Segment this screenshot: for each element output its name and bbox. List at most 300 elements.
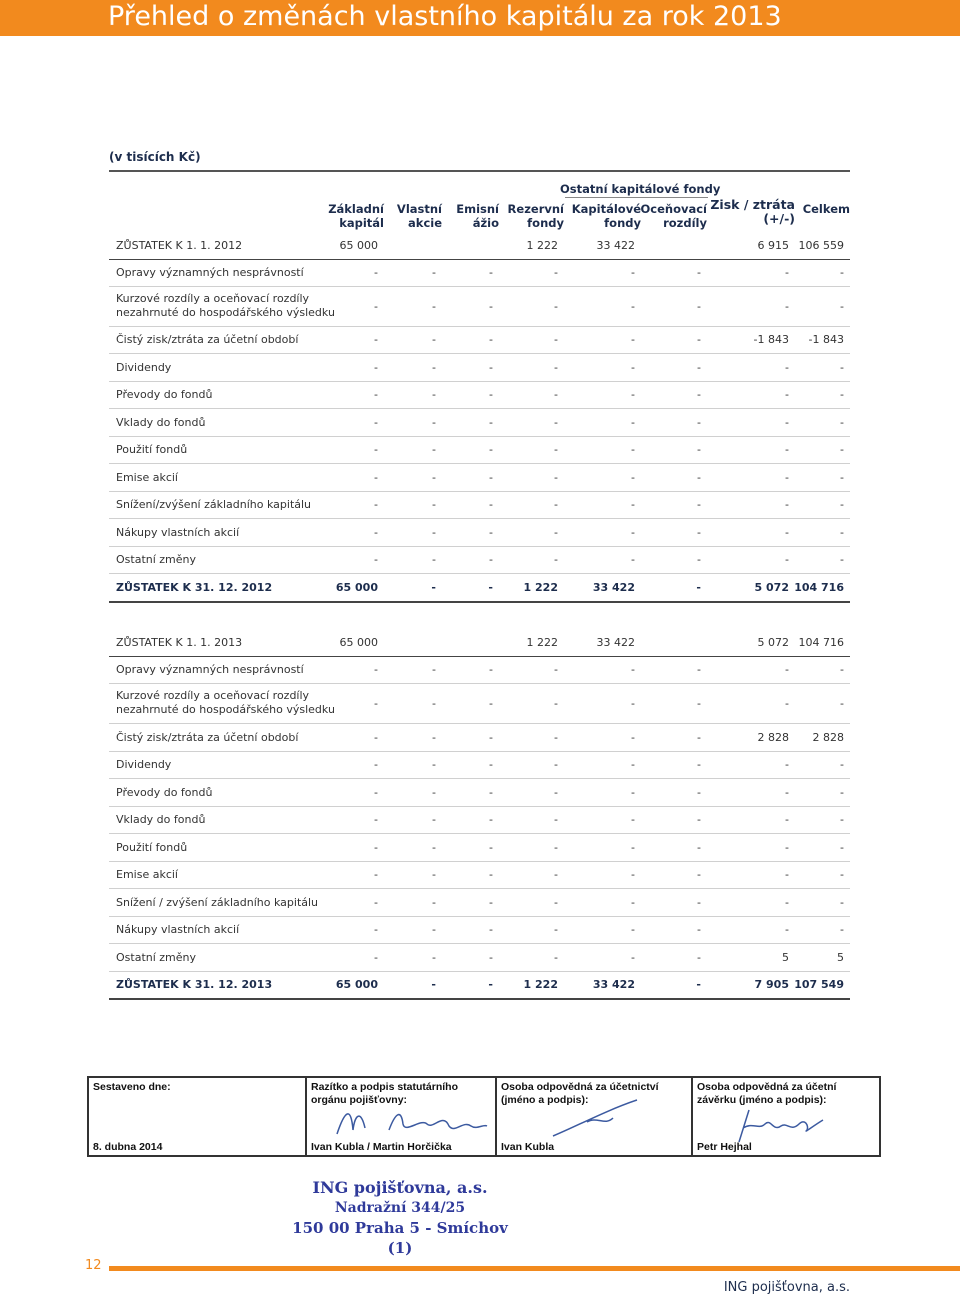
row-cell: 65 000 xyxy=(335,978,378,991)
row-cell: - xyxy=(489,361,493,374)
row-cell: - xyxy=(785,663,789,676)
row-cell: - xyxy=(432,841,436,854)
row-cell: - xyxy=(489,471,493,484)
row-cell: - xyxy=(432,443,436,456)
row-cell: 1 222 xyxy=(523,581,558,594)
row-cell: - xyxy=(697,786,701,799)
accounting-label-line2: (jméno a podpis): xyxy=(501,1094,589,1106)
table-row xyxy=(109,971,850,1000)
column-header-line1: Vlastní xyxy=(396,202,442,216)
page-number: 12 xyxy=(85,1258,102,1273)
row-cell: - xyxy=(840,416,844,429)
row-cell: - xyxy=(489,896,493,909)
row-cell: - xyxy=(554,498,558,511)
row-label: Čistý zisk/ztráta za účetní období xyxy=(116,332,299,346)
column-header-line2: akcie xyxy=(408,216,442,230)
row-cell: - xyxy=(489,951,493,964)
row-cell: 1 222 xyxy=(526,239,558,252)
row-cell: 65 000 xyxy=(335,581,378,594)
row-cell: - xyxy=(785,841,789,854)
row-cell: - xyxy=(489,758,493,771)
table-row xyxy=(109,861,850,889)
row-cell: - xyxy=(697,553,701,566)
row-cell: - xyxy=(785,526,789,539)
row-cell: - xyxy=(489,416,493,429)
column-header-line2: fondy xyxy=(604,216,641,230)
row-cell: - xyxy=(697,696,701,710)
row-cell: - xyxy=(374,299,378,313)
row-cell: - xyxy=(631,388,635,401)
row-cell: - xyxy=(785,388,789,401)
row-cell: - xyxy=(432,758,436,771)
column-header-line1: Oceňovací xyxy=(640,202,707,216)
column-header-line1: Kapitálové xyxy=(571,202,641,216)
row-cell: - xyxy=(374,443,378,456)
table-row xyxy=(109,436,850,464)
row-cell: - xyxy=(631,663,635,676)
row-cell: - xyxy=(840,868,844,881)
row-cell: - xyxy=(631,896,635,909)
row-cell: - xyxy=(432,786,436,799)
row-cell: - xyxy=(631,758,635,771)
row-cell: - xyxy=(374,361,378,374)
row-cell: - xyxy=(488,978,493,991)
stamp-line-2: Nadražní 344/25 xyxy=(334,1200,466,1216)
row-cell: 1 222 xyxy=(523,978,558,991)
row-cell: - xyxy=(489,299,493,313)
row-cell: - xyxy=(840,786,844,799)
row-cell: - xyxy=(432,731,436,744)
row-label: ZŮSTATEK K 1. 1. 2013 xyxy=(116,635,243,649)
table-row xyxy=(109,944,850,972)
row-cell: - xyxy=(489,868,493,881)
row-cell: - xyxy=(374,841,378,854)
row-label: Čistý zisk/ztráta za účetní období xyxy=(116,730,299,744)
compiled-cell xyxy=(89,1078,305,1155)
row-cell: - xyxy=(432,471,436,484)
row-cell: - xyxy=(840,663,844,676)
column-header-line1: Emisní xyxy=(456,202,499,216)
row-cell: - xyxy=(374,526,378,539)
row-cell: - xyxy=(374,416,378,429)
row-cell: - xyxy=(554,471,558,484)
table-row xyxy=(109,574,850,603)
closing-signature xyxy=(729,1104,839,1146)
row-cell: - xyxy=(631,841,635,854)
row-cell: - xyxy=(554,333,558,346)
row-cell: - xyxy=(432,868,436,881)
row-cell: - xyxy=(697,361,701,374)
closing-label-line1: Osoba odpovědná za účetní xyxy=(697,1081,837,1093)
column-header-line1: Rezervní xyxy=(507,202,564,216)
row-label: Emise akcií xyxy=(116,867,178,881)
row-cell: - xyxy=(697,663,701,676)
row-cell: - xyxy=(697,526,701,539)
row-cell: - xyxy=(697,416,701,429)
row-cell: - xyxy=(374,731,378,744)
row-label: Převody do fondů xyxy=(116,785,213,799)
row-cell: - xyxy=(631,361,635,374)
column-header-line2: Celkem xyxy=(802,202,850,216)
row-cell: 33 422 xyxy=(596,636,635,649)
table-row xyxy=(109,464,850,492)
row-cell: - xyxy=(697,266,701,279)
table-row xyxy=(109,779,850,807)
row-cell: - xyxy=(840,526,844,539)
row-cell: - xyxy=(554,553,558,566)
row-cell: 5 072 xyxy=(754,581,789,594)
row-cell: - xyxy=(554,299,558,313)
row-cell: 5 072 xyxy=(757,636,789,649)
row-cell: 104 716 xyxy=(798,636,844,649)
row-cell: - xyxy=(840,388,844,401)
row-cell: - xyxy=(554,868,558,881)
row-cell: - xyxy=(785,696,789,710)
table-row xyxy=(109,889,850,917)
row-cell: - xyxy=(374,696,378,710)
row-cell: 5 xyxy=(837,951,844,964)
row-cell: - xyxy=(488,581,493,594)
row-label: Nákupy vlastních akcií xyxy=(116,525,240,539)
row-cell: - xyxy=(432,361,436,374)
row-cell: 7 905 xyxy=(754,978,789,991)
row-cell: 6 915 xyxy=(757,239,789,252)
row-cell: - xyxy=(631,951,635,964)
row-cell: - xyxy=(554,443,558,456)
row-cell: - xyxy=(432,416,436,429)
row-cell: 65 000 xyxy=(339,636,378,649)
group-header: Ostatní kapitálové fondy xyxy=(560,182,721,196)
row-cell: - xyxy=(554,758,558,771)
column-header-line2: (+/-) xyxy=(763,211,795,226)
row-cell: - xyxy=(432,526,436,539)
row-label: Dividendy xyxy=(116,360,172,374)
row-cell: - xyxy=(840,923,844,936)
row-cell: - xyxy=(554,663,558,676)
row-cell: - xyxy=(631,266,635,279)
row-cell: - xyxy=(432,553,436,566)
row-cell: - xyxy=(374,471,378,484)
row-cell: - xyxy=(374,813,378,826)
row-label: Opravy významných nesprávností xyxy=(116,265,304,279)
row-cell: 33 422 xyxy=(592,978,635,991)
row-cell: - xyxy=(785,361,789,374)
row-cell: - xyxy=(840,361,844,374)
row-cell: - xyxy=(631,471,635,484)
table-row xyxy=(109,751,850,779)
row-cell: - xyxy=(696,978,701,991)
accounting-label-line1: Osoba odpovědná za účetnictví xyxy=(501,1081,659,1093)
table-row xyxy=(109,381,850,409)
column-header-line1: Základní xyxy=(328,202,384,216)
row-cell: - xyxy=(697,299,701,313)
row-cell: - xyxy=(374,786,378,799)
row-cell: - xyxy=(374,498,378,511)
row-cell: - xyxy=(374,266,378,279)
closing-name: Petr Hejhal xyxy=(697,1141,752,1153)
row-cell: - xyxy=(697,923,701,936)
table-top-rule xyxy=(109,170,850,172)
statutory-label-line2: orgánu pojišťovny: xyxy=(311,1094,408,1106)
row-cell: - xyxy=(374,663,378,676)
row-cell: - xyxy=(785,498,789,511)
row-cell: - xyxy=(431,978,436,991)
table-row xyxy=(109,409,850,437)
unit-note: (v tisících Kč) xyxy=(109,150,201,164)
table-row xyxy=(109,724,850,752)
row-cell: - xyxy=(432,266,436,279)
row-label: Ostatní změny xyxy=(116,950,197,964)
table-row xyxy=(109,491,850,519)
accounting-cell xyxy=(495,1078,693,1155)
row-cell: - xyxy=(374,758,378,771)
row-cell: - xyxy=(631,443,635,456)
row-cell: - xyxy=(785,471,789,484)
compiled-date: 8. dubna 2014 xyxy=(93,1141,163,1153)
row-cell: - xyxy=(697,498,701,511)
row-cell: - xyxy=(840,758,844,771)
row-cell: - xyxy=(432,696,436,710)
row-cell: - xyxy=(554,896,558,909)
row-cell: - xyxy=(554,731,558,744)
row-cell: - xyxy=(631,786,635,799)
row-cell: - xyxy=(785,868,789,881)
row-cell: - xyxy=(785,299,789,313)
table-row xyxy=(109,546,850,574)
stamp-line-1: ING pojišťovna, a.s. xyxy=(312,1178,488,1197)
row-cell: - xyxy=(554,266,558,279)
row-cell: - xyxy=(631,416,635,429)
row-cell: - xyxy=(489,443,493,456)
row-cell: - xyxy=(631,526,635,539)
row-cell: -1 843 xyxy=(808,333,844,346)
row-cell: - xyxy=(432,498,436,511)
row-cell: - xyxy=(432,923,436,936)
table-row xyxy=(109,232,850,260)
row-cell: - xyxy=(785,443,789,456)
row-cell: -1 843 xyxy=(753,333,789,346)
row-cell: - xyxy=(840,813,844,826)
row-label: Opravy významných nesprávností xyxy=(116,662,304,676)
row-cell: - xyxy=(840,896,844,909)
row-cell: - xyxy=(785,553,789,566)
row-cell: - xyxy=(554,696,558,710)
row-cell: - xyxy=(374,951,378,964)
row-cell: - xyxy=(489,333,493,346)
row-cell: - xyxy=(697,471,701,484)
row-cell: - xyxy=(697,841,701,854)
row-cell: 106 559 xyxy=(798,239,844,252)
row-cell: - xyxy=(631,299,635,313)
table-row xyxy=(109,519,850,547)
company-stamp xyxy=(280,1178,520,1258)
row-cell: - xyxy=(554,786,558,799)
row-label: Nákupy vlastních akcií xyxy=(116,922,240,936)
row-cell: - xyxy=(432,813,436,826)
row-cell: - xyxy=(432,299,436,313)
row-cell: 1 222 xyxy=(526,636,558,649)
row-label: Použití fondů xyxy=(116,442,188,456)
row-cell: - xyxy=(840,498,844,511)
row-cell: - xyxy=(554,526,558,539)
row-label: Převody do fondů xyxy=(116,387,213,401)
row-cell: - xyxy=(489,923,493,936)
closing-label-line2: závěrku (jméno a podpis): xyxy=(697,1094,827,1106)
table-row xyxy=(109,629,850,657)
row-cell: - xyxy=(489,498,493,511)
row-cell: - xyxy=(697,333,701,346)
row-cell: - xyxy=(697,443,701,456)
row-cell: - xyxy=(554,951,558,964)
row-cell: - xyxy=(696,581,701,594)
row-label: Vklady do fondů xyxy=(116,812,206,826)
row-cell: - xyxy=(489,266,493,279)
row-cell: 2 828 xyxy=(757,731,789,744)
table-row xyxy=(109,834,850,862)
column-header-line2: fondy xyxy=(527,216,564,230)
row-cell: - xyxy=(432,333,436,346)
table-row xyxy=(109,683,850,724)
column-header-line2: rozdíly xyxy=(663,216,707,230)
row-label: Snížení/zvýšení základního kapitálu xyxy=(116,497,312,511)
row-cell: - xyxy=(840,553,844,566)
row-cell: - xyxy=(374,923,378,936)
statutory-names: Ivan Kubla / Martin Horčička xyxy=(311,1141,452,1153)
row-cell: - xyxy=(432,951,436,964)
row-cell: - xyxy=(631,553,635,566)
row-label: Kurzové rozdíly a oceňovací rozdíly nezahrnuté do hospodářského výsledku xyxy=(116,689,335,716)
row-cell: - xyxy=(631,498,635,511)
row-cell: - xyxy=(840,443,844,456)
row-cell: - xyxy=(840,471,844,484)
table-row xyxy=(109,326,850,354)
footer-line xyxy=(109,1266,960,1271)
row-cell: - xyxy=(554,813,558,826)
row-label: Kurzové rozdíly a oceňovací rozdíly nezahrnuté do hospodářského výsledku xyxy=(116,292,335,319)
row-cell: 2 828 xyxy=(812,731,844,744)
row-label: ZŮSTATEK K 1. 1. 2012 xyxy=(116,238,243,252)
row-cell: - xyxy=(432,896,436,909)
row-label: ZŮSTATEK K 31. 12. 2012 xyxy=(116,580,273,594)
row-cell: - xyxy=(489,526,493,539)
closing-cell xyxy=(691,1078,881,1155)
page-title: Přehled o změnách vlastního kapitálu za rok 2013 xyxy=(108,1,782,32)
row-cell: - xyxy=(840,696,844,710)
row-cell: 65 000 xyxy=(339,239,378,252)
row-cell: - xyxy=(697,813,701,826)
row-cell: 104 716 xyxy=(794,581,844,594)
row-label: Ostatní změny xyxy=(116,552,197,566)
row-cell: - xyxy=(374,896,378,909)
row-cell: - xyxy=(489,813,493,826)
row-cell: - xyxy=(840,841,844,854)
row-cell: - xyxy=(697,758,701,771)
footer-brand: ING pojišťovna, a.s. xyxy=(723,1280,850,1295)
table-row xyxy=(109,286,850,327)
row-cell: - xyxy=(785,266,789,279)
row-cell: - xyxy=(374,553,378,566)
row-cell: - xyxy=(785,896,789,909)
row-cell: - xyxy=(374,388,378,401)
stamp-line-3: 150 00 Praha 5 - Smíchov (1) xyxy=(292,1219,508,1257)
signature-box xyxy=(87,1076,881,1157)
row-cell: 5 xyxy=(782,951,789,964)
row-cell: - xyxy=(631,813,635,826)
row-label: Emise akcií xyxy=(116,470,178,484)
row-cell: - xyxy=(785,923,789,936)
row-cell: 33 422 xyxy=(592,581,635,594)
row-cell: - xyxy=(489,731,493,744)
row-cell: - xyxy=(631,923,635,936)
table-row xyxy=(109,806,850,834)
accounting-name: Ivan Kubla xyxy=(501,1141,555,1153)
accounting-signature xyxy=(547,1096,667,1142)
row-cell: - xyxy=(374,868,378,881)
compiled-label: Sestaveno dne: xyxy=(93,1081,171,1093)
title-bar xyxy=(0,0,960,36)
row-cell: - xyxy=(840,266,844,279)
statutory-label-line1: Razítko a podpis statutárního xyxy=(311,1081,459,1093)
row-cell: 33 422 xyxy=(596,239,635,252)
row-label: Snížení / zvýšení základního kapitálu xyxy=(116,895,319,909)
row-cell: - xyxy=(631,731,635,744)
row-cell: - xyxy=(374,333,378,346)
row-cell: - xyxy=(631,868,635,881)
row-label: Vklady do fondů xyxy=(116,415,206,429)
row-cell: 107 549 xyxy=(794,978,844,991)
column-header-line2: kapitál xyxy=(339,216,384,230)
column-header-line1: Zisk / ztráta xyxy=(710,197,795,212)
column-header-line2: ážio xyxy=(472,216,499,230)
column-header xyxy=(730,202,850,216)
row-cell: - xyxy=(554,923,558,936)
row-cell: - xyxy=(697,731,701,744)
table-row xyxy=(109,916,850,944)
row-cell: - xyxy=(697,951,701,964)
row-cell: - xyxy=(554,416,558,429)
row-label: Použití fondů xyxy=(116,840,188,854)
row-cell: - xyxy=(697,388,701,401)
row-cell: - xyxy=(785,813,789,826)
row-cell: - xyxy=(697,896,701,909)
table-row xyxy=(109,354,850,382)
row-cell: - xyxy=(431,581,436,594)
row-cell: - xyxy=(697,868,701,881)
row-cell: - xyxy=(489,388,493,401)
row-cell: - xyxy=(840,299,844,313)
row-cell: - xyxy=(432,388,436,401)
row-cell: - xyxy=(489,841,493,854)
row-cell: - xyxy=(785,416,789,429)
row-cell: - xyxy=(554,841,558,854)
row-cell: - xyxy=(785,758,789,771)
row-cell: - xyxy=(554,361,558,374)
row-cell: - xyxy=(432,663,436,676)
row-cell: - xyxy=(489,696,493,710)
row-cell: - xyxy=(489,786,493,799)
statutory-cell xyxy=(305,1078,497,1155)
row-cell: - xyxy=(631,333,635,346)
row-cell: - xyxy=(554,388,558,401)
row-cell: - xyxy=(489,553,493,566)
table-row xyxy=(109,656,850,684)
row-label: Dividendy xyxy=(116,757,172,771)
table-row xyxy=(109,259,850,287)
row-label: ZŮSTATEK K 31. 12. 2013 xyxy=(116,977,273,991)
row-cell: - xyxy=(489,663,493,676)
statutory-signature xyxy=(331,1100,491,1140)
row-cell: - xyxy=(785,786,789,799)
